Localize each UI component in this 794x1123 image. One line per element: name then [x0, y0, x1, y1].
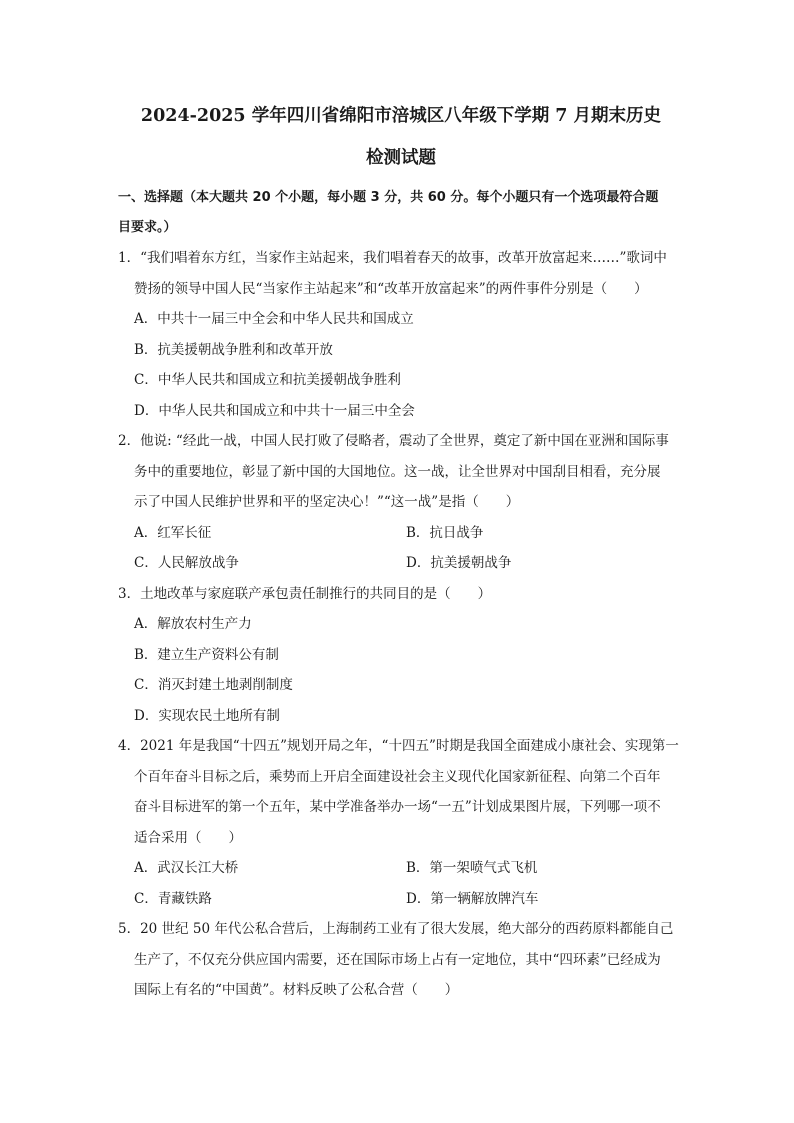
question-2-option-b[interactable]: B．抗日战争: [406, 524, 484, 541]
question-3: [118, 579, 684, 732]
question-4-option-row: [118, 853, 684, 884]
question-1: [118, 243, 684, 426]
question-4: [118, 731, 684, 914]
question-1-option-c[interactable]: C．中华人民共和国成立和抗美援朝战争胜利: [134, 372, 401, 388]
question-2-stem-line: 示了中国人民维护世界和平的坚定决心！”“这一战”是指（ ）: [134, 494, 520, 510]
question-3-option-d[interactable]: D．实现农民土地所有制: [134, 707, 280, 724]
section-heading-line2: 目要求。）: [118, 220, 177, 235]
question-5-stem-line: 生产了，不仅充分供应国内需要，还在国际市场上占有一定地位，其中“四环素”已经成为: [134, 951, 661, 968]
question-2-stem-line: 2．他说: “经此一战，中国人民打败了侵略者，震动了全世界，奠定了新中国在亚洲和国际事: [118, 433, 669, 449]
question-1-option-d[interactable]: D．中华人民共和国成立和中共十一届三中全会: [134, 402, 415, 419]
question-4-stem-line: 个百年奋斗目标之后，乘势而上开启全面建设社会主义现代化国家新征程、向第二个百年: [134, 768, 661, 785]
question-4-option-b[interactable]: B．第一架喷气式飞机: [406, 860, 538, 876]
question-5-stem-line: 5．20 世纪 50 年代公私合营后，上海制药工业有了很大发展，绝大部分的西药原料都能自己: [118, 921, 674, 937]
question-4-option-c[interactable]: C．青藏铁路: [134, 890, 212, 907]
question-3-option-c[interactable]: C．消灭封建土地剥削制度: [134, 677, 293, 693]
question-4-stem-line: 适合采用（ ）: [134, 829, 242, 846]
question-4-stem-line: 4．2021 年是我国“十四五”规划开局之年，“十四五”时期是我国全面建成小康社会、实现第一: [118, 738, 679, 754]
question-4-option-row: [118, 884, 684, 915]
exam-title-line2: 检测试题: [366, 148, 436, 168]
question-2-stem-line: 务中的重要地位，彰显了新中国的大国地位。这一战，让全世界对中国刮目相看，充分展: [134, 463, 661, 480]
question-2-option-c[interactable]: C．人民解放战争: [134, 555, 239, 571]
question-1-stem-line: 1．“我们唱着东方红，当家作主站起来，我们唱着春天的故事，改革开放富起来……”歌词中: [118, 250, 667, 266]
question-1-stem-line: 赞扬的领导中国人民“当家作主站起来”和“改革开放富起来”的两件事件分别是（ ）: [134, 280, 648, 297]
question-4-option-d[interactable]: D．第一辆解放牌汽车: [406, 890, 539, 907]
question-2-option-a[interactable]: A．红军长征: [134, 524, 212, 541]
exam-title-line1: 2024-2025 学年四川省绵阳市涪城区八年级下学期 7 月期末历史: [140, 106, 662, 126]
question-3-stem-line: 3．土地改革与家庭联产承包责任制推行的共同目的是（ ）: [118, 585, 492, 602]
question-5: [118, 914, 684, 1006]
question-2-option-d[interactable]: D．抗美援朝战争: [406, 555, 512, 571]
question-2-option-row: [118, 518, 684, 549]
section-heading-line1: 一、选择题（本大题共 20 个小题，每小题 3 分，共 60 分。每个小题只有一个选项最符合题: [118, 190, 659, 205]
question-4-stem-line: 奋斗目标进军的第一个五年，某中学准备举办一场“一五”计划成果图片展，下列哪一项不: [134, 799, 661, 815]
question-4-option-a[interactable]: A．武汉长江大桥: [134, 860, 239, 876]
question-3-option-b[interactable]: B．建立生产资料公有制: [134, 646, 279, 663]
question-5-stem-line: 国际上有名的“中国黄”。材料反映了公私合营（ ）: [134, 982, 459, 998]
question-1-option-b[interactable]: B．抗美援朝战争胜利和改革开放: [134, 341, 333, 358]
question-3-option-a[interactable]: A．解放农村生产力: [134, 616, 252, 632]
question-1-option-a[interactable]: A．中共十一届三中全会和中华人民共和国成立: [134, 311, 414, 327]
question-2-option-row: [118, 548, 684, 579]
section-heading: [118, 183, 684, 243]
question-2: [118, 426, 684, 579]
